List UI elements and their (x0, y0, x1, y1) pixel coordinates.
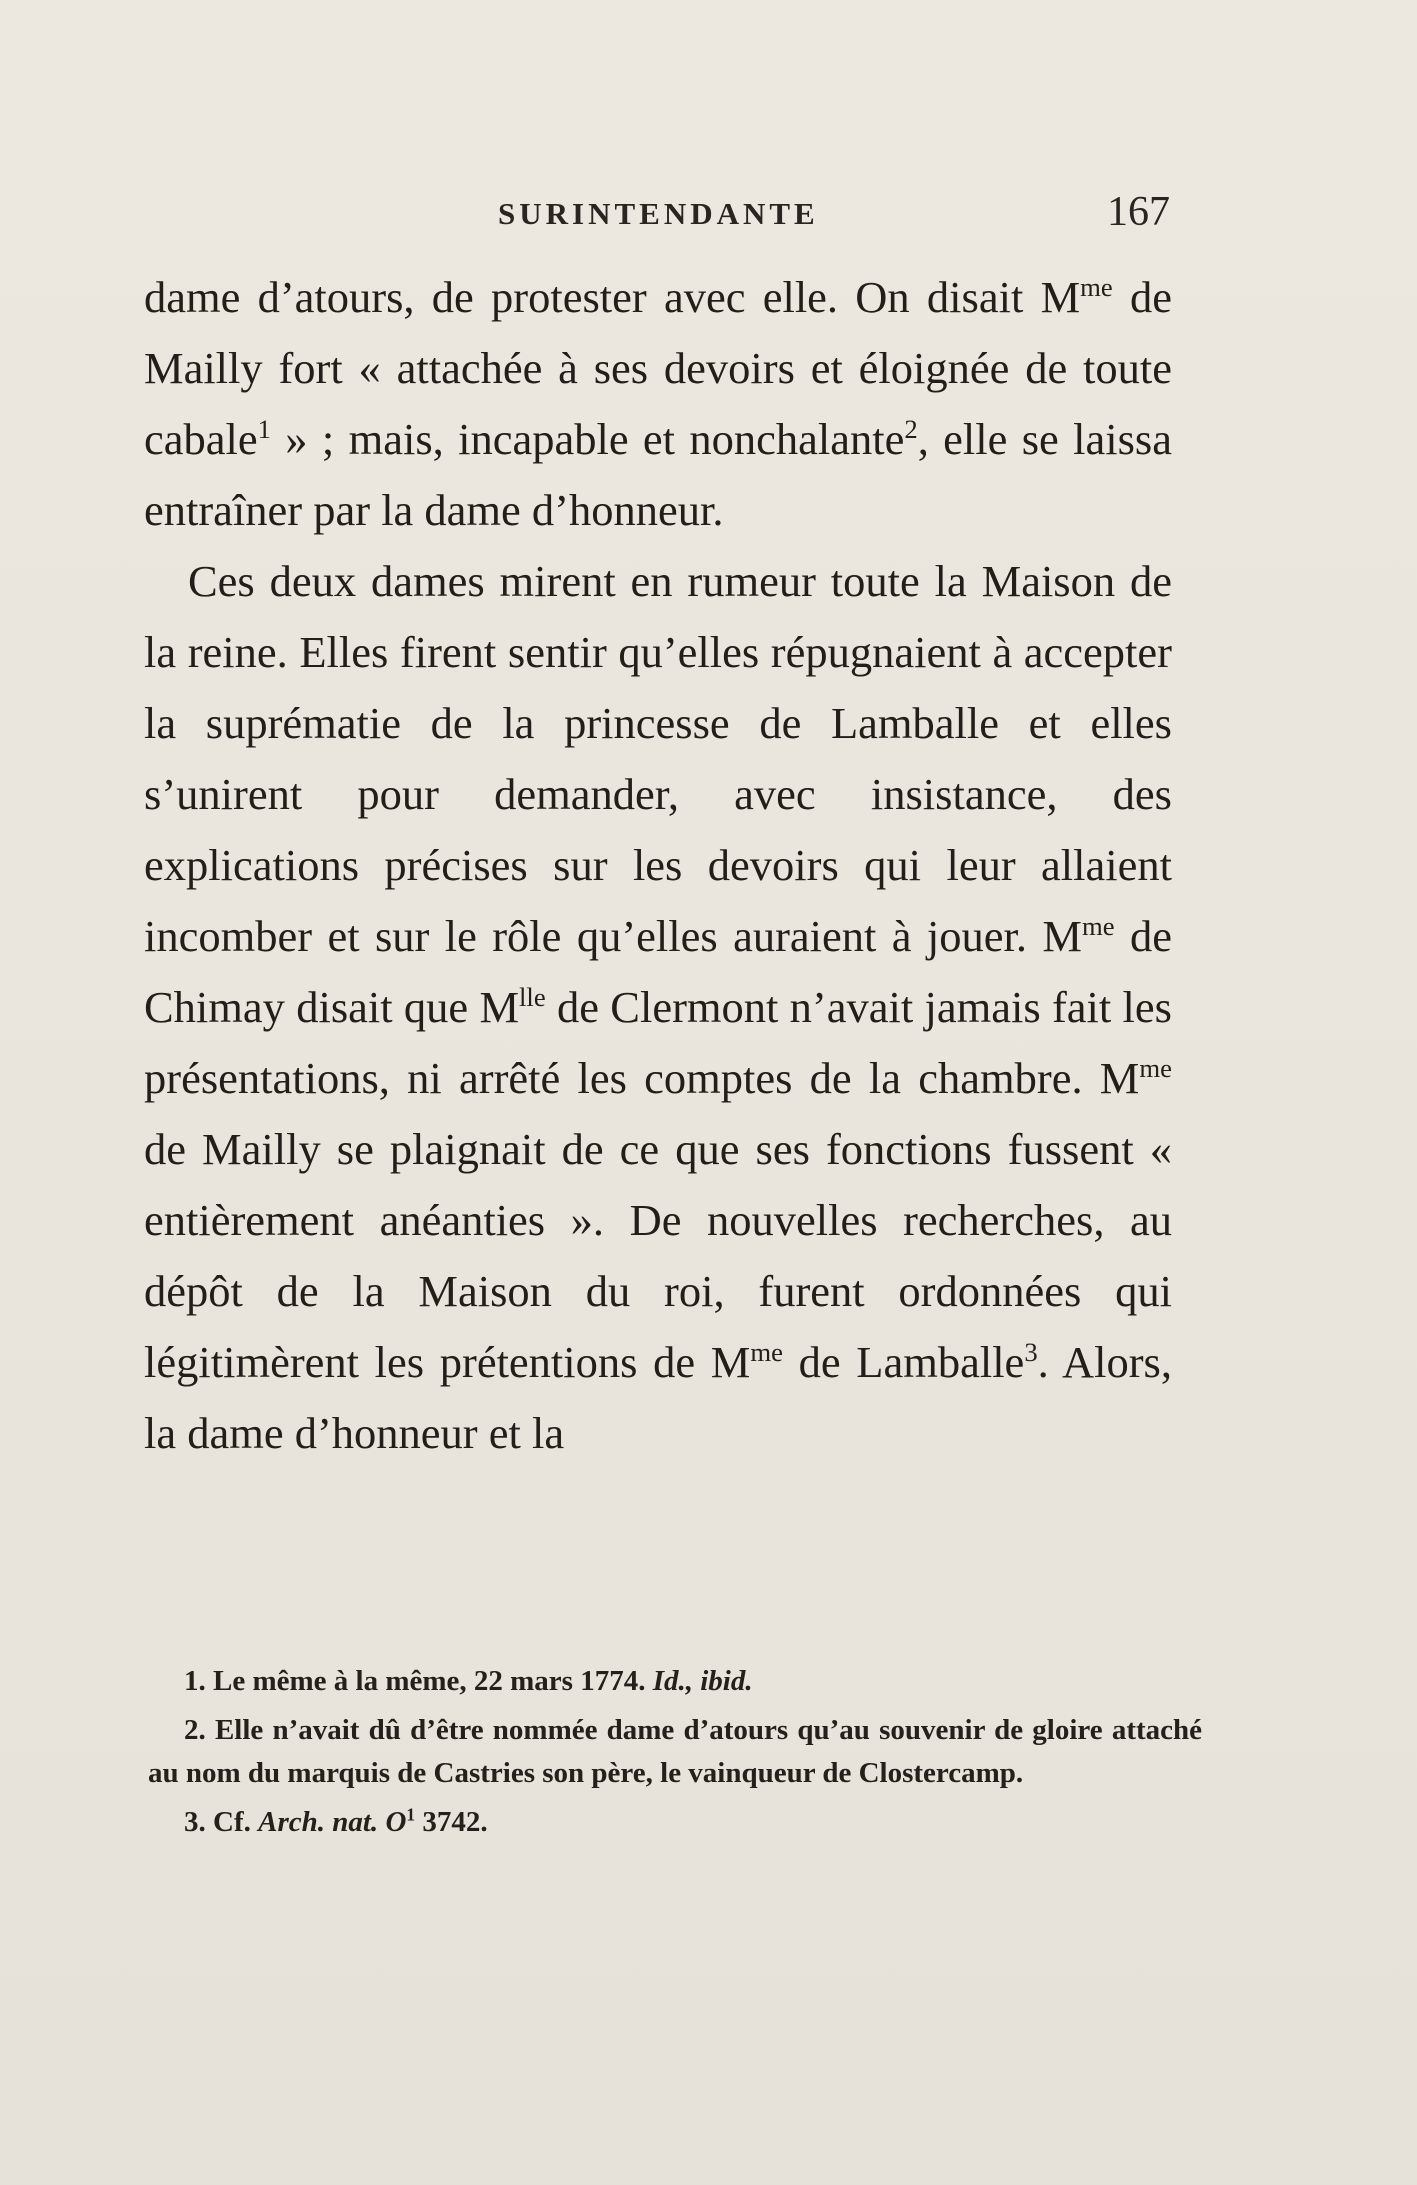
footnote-text: Elle n’avait dû d’être nommée dame d’atours qu’au souvenir de gloire attaché au nom du marquis de Castries son père, le vainqueur de Clostercamp. (148, 1714, 1203, 1789)
text-run: de Mailly se plaignait de ce que ses fonctions fussent « entièrement anéanties ». De nouvelles recherches, au dépôt de la Maison du roi, furent ordonnées qui légitimèrent les prétentions de M (144, 1124, 1172, 1387)
text-run: Ces deux dames mirent en rumeur toute la Maison de la reine. Elles firent sentir qu’elles répugnaient à accepter la suprématie de la princesse de Lamballe et elles s’unirent pour demander, avec insistance, des explications précises sur les devoirs qui leur allaient incomber et sur le rôle qu’elles auraient à jouer. M (144, 556, 1172, 961)
footnote-text: Le même à la même, 22 mars 1774. (213, 1665, 646, 1697)
main-text (144, 262, 1172, 1469)
superscript: 1 (406, 1804, 416, 1825)
footnote-number: 2. (184, 1714, 206, 1746)
text-run: dame d’atours, de protester avec elle. On disait M (144, 272, 1081, 322)
footnote-ref-1: 1 (257, 414, 271, 445)
footnote-3 (148, 1801, 1202, 1844)
running-head: SURINTENDANTE (498, 196, 819, 231)
footnote-number: 3. (184, 1806, 206, 1838)
footnote-citation: O (385, 1806, 407, 1838)
footnote-citation: Id., ibid. (652, 1665, 753, 1697)
superscript: me (1081, 911, 1115, 942)
page-header (140, 188, 1170, 238)
footnote-citation: Arch. nat. (258, 1806, 379, 1838)
footnotes (148, 1660, 1202, 1850)
superscript: me (750, 1337, 783, 1368)
superscript: me (1080, 272, 1113, 303)
footnote-1 (148, 1660, 1202, 1703)
footnote-ref-2: 2 (904, 414, 918, 445)
paragraph-2 (144, 546, 1172, 1469)
text-run: de Chimay disait que M (144, 911, 1172, 1032)
text-run: de Mailly fort « attachée à ses devoirs et éloignée de toute cabale (144, 272, 1172, 464)
text-run: , elle se laissa entraîner par la dame d’honneur. (144, 414, 1172, 535)
superscript: lle (519, 982, 546, 1013)
footnote-number: 1. (184, 1665, 206, 1697)
footnote-ref-3: 3 (1024, 1337, 1038, 1368)
footnote-2 (148, 1709, 1202, 1795)
page-number: 167 (1107, 189, 1170, 235)
paragraph-1 (144, 262, 1172, 546)
text-run: de Lamballe (782, 1337, 1025, 1387)
footnote-text: Cf. (213, 1806, 251, 1838)
superscript: me (1139, 1053, 1172, 1084)
text-run: de Clermont n’avait jamais fait les présentations, ni arrêté les comptes de la chambre. M (144, 982, 1172, 1103)
text-run: » ; mais, incapable et nonchalante (270, 414, 905, 464)
footnote-text: 3742. (422, 1806, 488, 1838)
text-run: . Alors, la dame d’honneur et la (144, 1337, 1172, 1458)
